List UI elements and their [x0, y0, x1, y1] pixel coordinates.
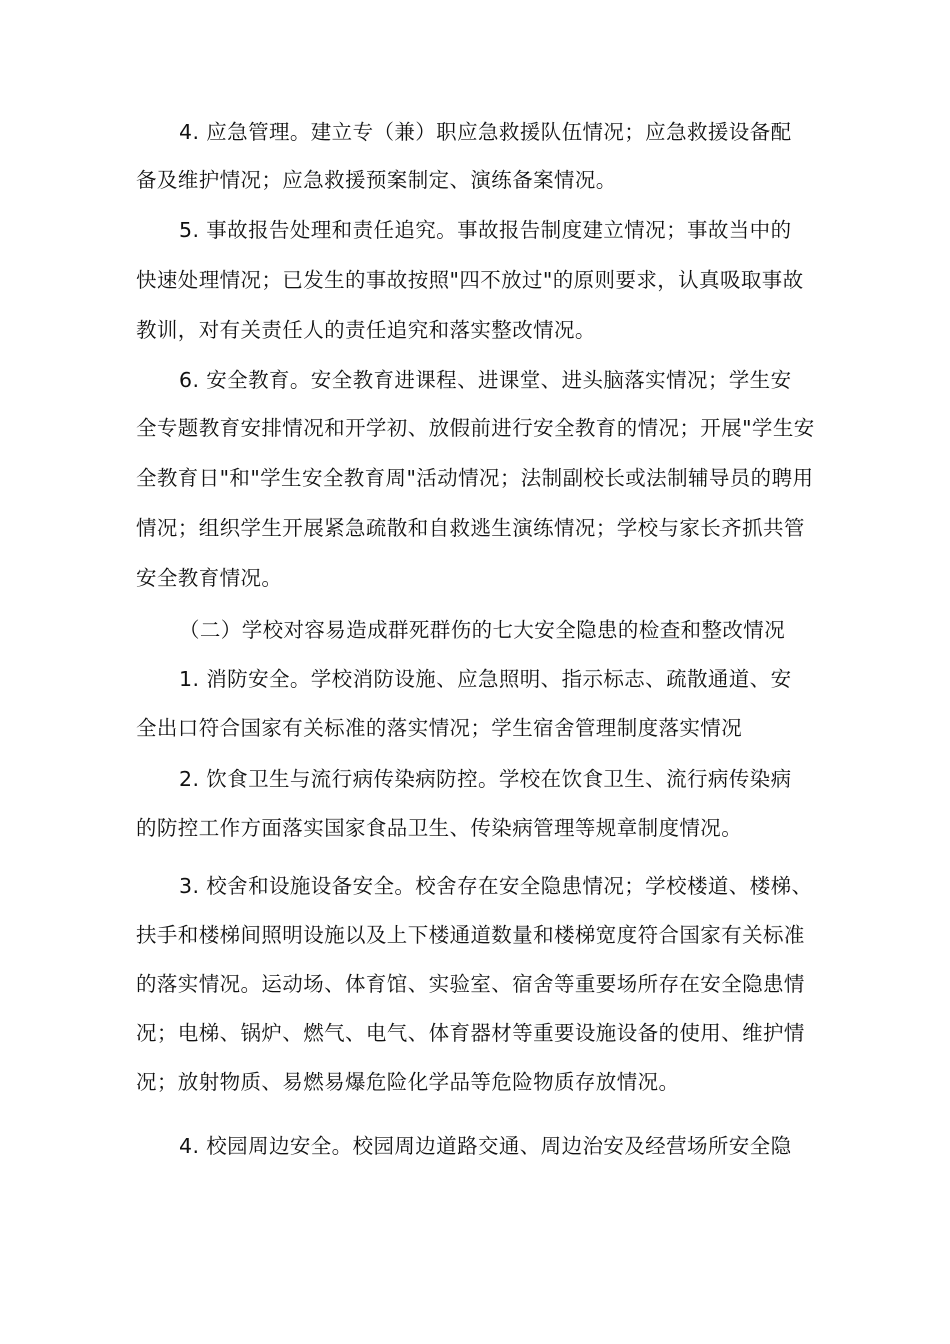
- text-line: 4. 校园周边安全。校园周边道路交通、周边治安及经营场所安全隐: [179, 1134, 792, 1158]
- text-line: 全教育日"和"学生安全教育周"活动情况；法制副校长或法制辅导员的聘用: [136, 466, 814, 490]
- text-line: 的防控工作方面落实国家食品卫生、传染病管理等规章制度情况。: [136, 816, 743, 840]
- text-line: 1. 消防安全。学校消防设施、应急照明、指示标志、疏散通道、安: [179, 667, 792, 691]
- section-heading: （二）学校对容易造成群死群伤的七大安全隐患的检查和整改情况: [179, 618, 786, 642]
- text-line: 4. 应急管理。建立专（兼）职应急救援队伍情况；应急救援设备配: [179, 120, 792, 144]
- text-line: 2. 饮食卫生与流行病传染病防控。学校在饮食卫生、流行病传染病: [179, 767, 792, 791]
- text-line: 全出口符合国家有关标准的落实情况；学生宿舍管理制度落实情况: [136, 716, 743, 740]
- text-line: 教训，对有关责任人的责任追究和落实整改情况。: [136, 318, 596, 342]
- text-line: 况；电梯、锅炉、燃气、电气、体育器材等重要设施设备的使用、维护情: [136, 1021, 805, 1045]
- text-line: 况；放射物质、易燃易爆危险化学品等危险物质存放情况。: [136, 1070, 680, 1094]
- text-line: 6. 安全教育。安全教育进课程、进课堂、进头脑落实情况；学生安: [179, 368, 792, 392]
- text-line: 安全教育情况。: [136, 566, 283, 590]
- text-line: 情况；组织学生开展紧急疏散和自救逃生演练情况；学校与家长齐抓共管: [136, 516, 805, 540]
- text-line: 扶手和楼梯间照明设施以及上下楼通道数量和楼梯宽度符合国家有关标准: [136, 923, 805, 947]
- text-line: 全专题教育安排情况和开学初、放假前进行安全教育的情况；开展"学生安: [136, 416, 815, 440]
- text-line: 的落实情况。运动场、体育馆、实验室、宿舍等重要场所存在安全隐患情: [136, 972, 805, 996]
- text-line: 备及维护情况；应急救援预案制定、演练备案情况。: [136, 168, 617, 192]
- text-line: 5. 事故报告处理和责任追究。事故报告制度建立情况；事故当中的: [179, 218, 792, 242]
- text-line: 快速处理情况；已发生的事故按照"四不放过"的原则要求，认真吸取事故: [136, 268, 804, 292]
- text-line: 3. 校舍和设施设备安全。校舍存在安全隐患情况；学校楼道、楼梯、: [179, 874, 813, 898]
